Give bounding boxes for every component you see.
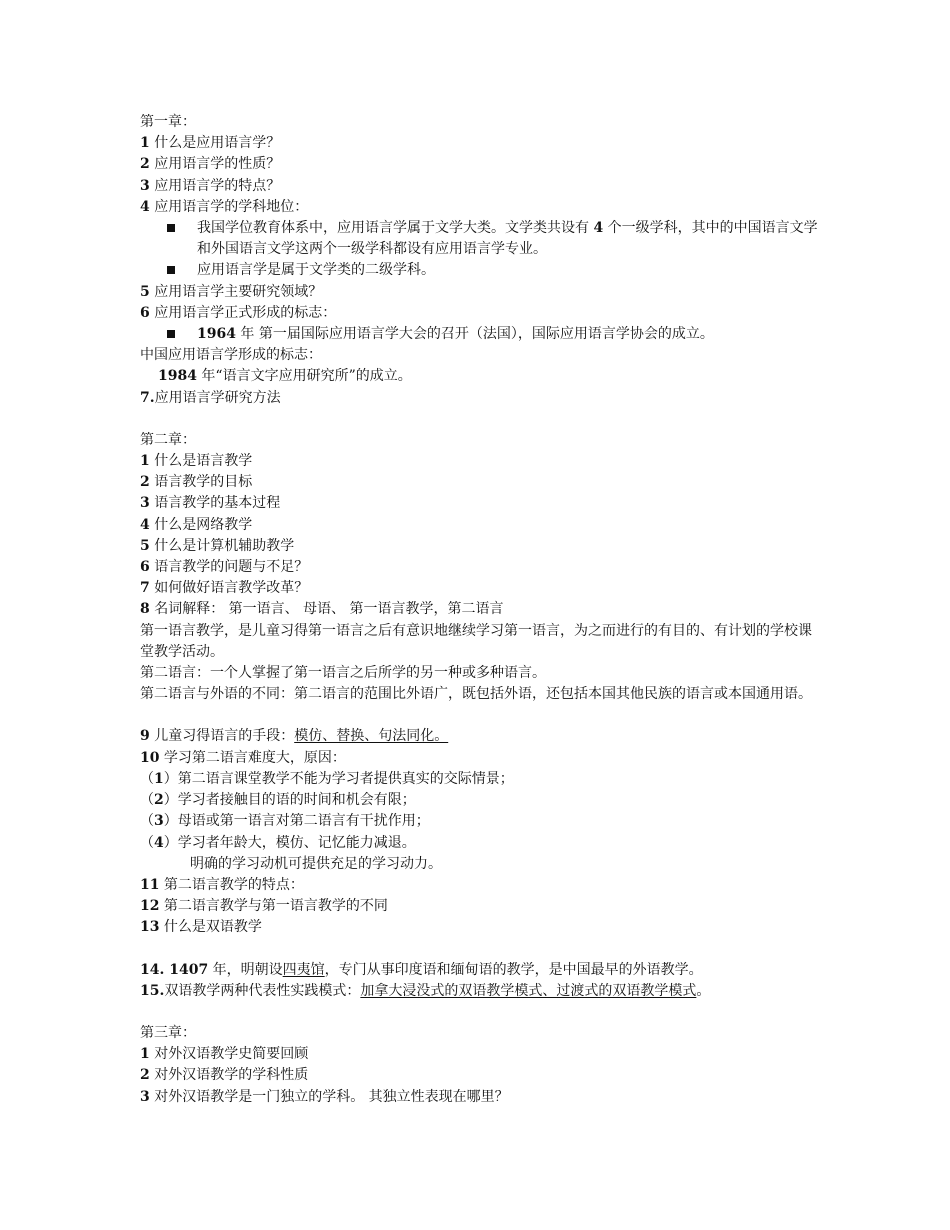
question-2-10: 10 学习第二语言难度大，原因： [140, 749, 346, 766]
question-2-7: 7 如何做好语言教学改革？ [140, 580, 309, 597]
question-1-1: 1 什么是应用语言学？ [140, 135, 281, 152]
question-1-3: 3 应用语言学的特点？ [140, 177, 281, 194]
question-3-1: 1 对外汉语教学史简要回顾 [140, 1046, 309, 1063]
question-2-13: 13 什么是双语教学 [140, 919, 262, 936]
china-mark-event: 1984 年“语言文字应用研究所”的成立。 [158, 368, 412, 385]
question-2-4: 4 什么是网络教学 [140, 516, 253, 533]
question-3-2: 2 对外汉语教学的学科性质 [140, 1067, 309, 1084]
question-3-3: 3 对外汉语教学是一门独立的学科。 其独立性表现在哪里？ [140, 1088, 509, 1105]
question-2-8: 8 名词解释： 第一语言、 母语、 第一语言教学，第二语言 [140, 601, 504, 618]
question-2-2: 2 语言教学的目标 [140, 474, 253, 491]
question-2-14: 14. 1407 年，明朝设四夷馆，专门从事印度语和缅甸语的教学，是中国最早的外语教学。 [140, 961, 703, 978]
bullet-degree-system: 我国学位教育体系中，应用语言学属于文学大类。文学类共设有 4 个一级学科，其中的中国语言文学和外国语言文学这两个一级学科都设有应用语言学专业。 [140, 218, 820, 260]
chapter-2-title: 第二章： [140, 431, 196, 448]
question-1-4: 4 应用语言学的学科地位： [140, 198, 309, 215]
reason-2: （2）学习者接触目的语的时间和机会有限； [140, 792, 416, 809]
definition-second-language: 第二语言：一个人掌握了第一语言之后所学的另一种或多种语言。 [140, 665, 546, 682]
square-bullet-icon [167, 266, 175, 274]
question-2-5: 5 什么是计算机辅助教学 [140, 537, 295, 554]
document-page [140, 112, 820, 1108]
question-2-12: 12 第二语言教学与第一语言教学的不同 [140, 898, 388, 915]
bullet-second-level: 应用语言学是属于文学类的二级学科。 [140, 260, 820, 281]
reason-1: （1）第二语言课堂教学不能为学习者提供真实的交际情景； [140, 770, 514, 787]
square-bullet-icon [167, 330, 175, 338]
reason-3: （3）母语或第一语言对第二语言有干扰作用； [140, 813, 430, 830]
question-1-6: 6 应用语言学正式形成的标志： [140, 304, 337, 321]
question-2-9: 9 儿童习得语言的手段：模仿、替换、句法同化。 [140, 728, 449, 745]
question-1-2: 2 应用语言学的性质？ [140, 156, 281, 173]
chapter-1-title: 第一章： [140, 114, 196, 130]
reason-note: 明确的学习动机可提供充足的学习动力。 [190, 855, 442, 872]
question-2-6: 6 语言教学的问题与不足？ [140, 559, 309, 576]
question-2-1: 1 什么是语言教学 [140, 453, 253, 470]
question-2-3: 3 语言教学的基本过程 [140, 495, 281, 512]
china-mark-label: 中国应用语言学形成的标志： [140, 347, 322, 364]
bullet-1964: 1964 年 第一届国际应用语言学大会的召开（法国），国际应用语言学协会的成立。 [140, 324, 820, 345]
question-1-5: 5 应用语言学主要研究领域？ [140, 283, 323, 300]
question-2-11: 11 第二语言教学的特点： [140, 876, 304, 893]
question-2-15: 15.双语教学两种代表性实践模式：加拿大浸没式的双语教学模式、过渡式的双语教学模式。 [140, 982, 711, 999]
square-bullet-icon [167, 224, 175, 232]
chapter-3-title: 第三章： [140, 1024, 196, 1041]
definition-second-vs-foreign: 第二语言与外语的不同：第二语言的范围比外语广，既包括外语，还包括本国其他民族的语言或本国通用语。 [140, 686, 812, 703]
definition-first-language-teaching: 第一语言教学，是儿童习得第一语言之后有意识地继续学习第一语言，为之而进行的有目的、有计划的学校课堂教学活动。 [140, 622, 812, 660]
question-1-7: 7.应用语言学研究方法 [140, 389, 281, 406]
reason-4: （4）学习者年龄大，模仿、记忆能力减退。 [140, 834, 416, 851]
